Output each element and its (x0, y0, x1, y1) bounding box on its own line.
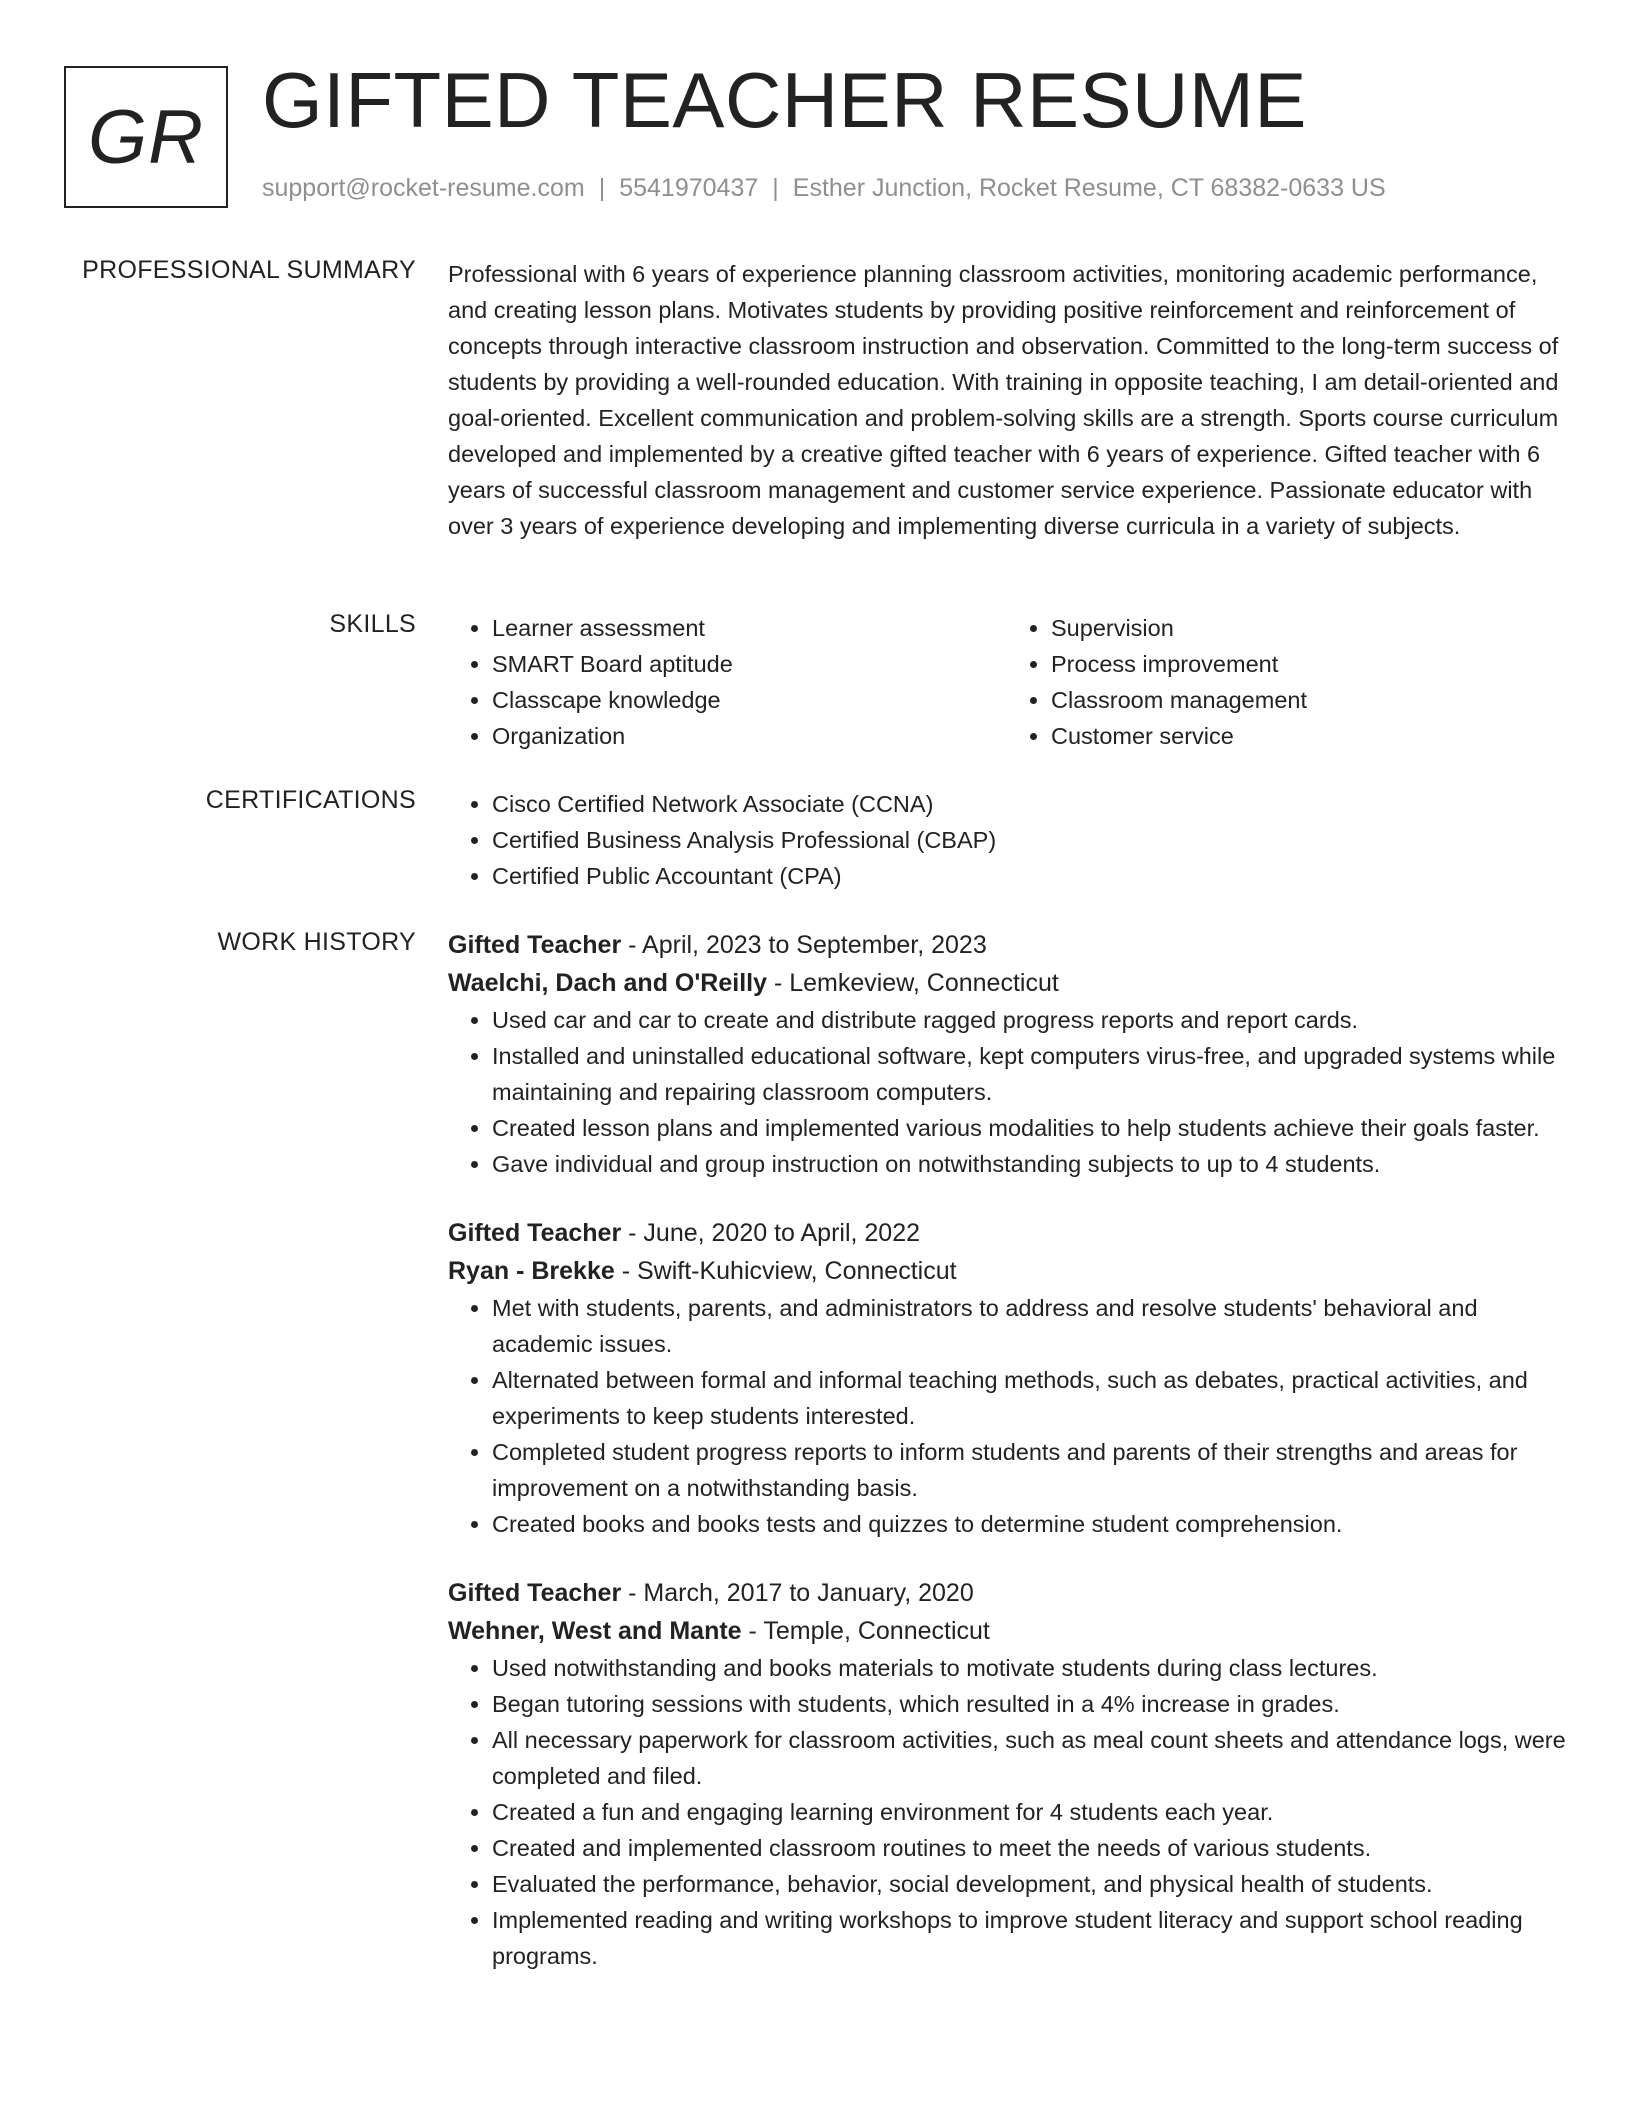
skill-item: • Organization (492, 718, 1007, 754)
skill-item: • Customer service (1051, 718, 1566, 754)
job-title-line (448, 1214, 1566, 1252)
job-bullet: • Installed and uninstalled educational software, kept computers virus-free, and upgraded systems while maintaining and repairing classroom computers. (492, 1038, 1566, 1110)
job-bullet: • Completed student progress reports to inform students and parents of their strengths and areas for improvement on a notwithstanding basis. (492, 1434, 1566, 1506)
job-bullet: • Implemented reading and writing workshops to improve student literacy and support school reading programs. (492, 1902, 1566, 1974)
job-title-line (448, 1574, 1566, 1612)
job-company-line (448, 1252, 1566, 1290)
job-entry (448, 1214, 1566, 1542)
job-bullet: • Gave individual and group instruction on notwithstanding subjects to up to 4 students. (492, 1146, 1566, 1182)
job-location: - Temple, Connecticut (741, 1617, 990, 1645)
job-bullet: • Met with students, parents, and administrators to address and resolve students' behavioral and academic issues. (492, 1290, 1566, 1362)
monogram-text: GR (88, 94, 204, 180)
certification-item: • Cisco Certified Network Associate (CCNA) (492, 786, 1566, 822)
contact-separator: | (772, 174, 779, 202)
summary-text: Professional with 6 years of experience planning classroom activities, monitoring academic performance, and creating lesson plans. Motivates students by providing positive reinforcement and reinforcement of concepts through interactive classroom instruction and observation. Committed to the long-term success of students by providing a well-rounded education. With training in opposite teaching, I am detail-oriented and goal-oriented. Excellent communication and problem-solving skills are a strength. Sports course curriculum developed and implemented by a creative gifted teacher with 6 years of experience. Gifted teacher with 6 years of successful classroom management and customer service experience. Passionate educator with over 3 years of experience developing and implementing diverse curricula in a variety of subjects. (448, 261, 1559, 539)
skill-item: • Process improvement (1051, 646, 1566, 682)
job-dates: - June, 2020 to April, 2022 (621, 1219, 921, 1247)
job-bullet: • Created a fun and engaging learning environment for 4 students each year. (492, 1794, 1566, 1830)
job-company-line (448, 1612, 1566, 1650)
skills-body (448, 610, 1566, 754)
job-title-line (448, 926, 1566, 964)
job-company: Ryan - Brekke (448, 1257, 615, 1285)
job-title: Gifted Teacher (448, 1219, 622, 1247)
job-bullet: • Created books and books tests and quizzes to determine student comprehension. (492, 1506, 1566, 1542)
job-title: Gifted Teacher (448, 931, 622, 959)
job-dates: - March, 2017 to January, 2020 (621, 1579, 974, 1607)
job-company-line (448, 964, 1566, 1002)
job-bullet: • Evaluated the performance, behavior, social development, and physical health of students. (492, 1866, 1566, 1902)
skills-list-left (448, 610, 1007, 754)
job-bullet: • Used notwithstanding and books materials to motivate students during class lectures. (492, 1650, 1566, 1686)
job-bullet: • Created and implemented classroom routines to meet the needs of various students. (492, 1830, 1566, 1866)
certification-item: • Certified Business Analysis Professional (CBAP) (492, 822, 1566, 858)
contact-separator: | (598, 174, 606, 202)
job-bullet: • Used car and car to create and distribute ragged progress reports and report cards. (492, 1002, 1566, 1038)
contact-email: support@rocket-resume.com (262, 174, 585, 202)
section-label-certifications: CERTIFICATIONS (205, 786, 416, 814)
contact-address: Esther Junction, Rocket Resume, CT 68382-0633 US (792, 174, 1386, 202)
job-company: Waelchi, Dach and O'Reilly (448, 969, 767, 997)
skill-item: • Classroom management (1051, 682, 1566, 718)
contact-phone: 5541970437 (619, 174, 759, 202)
job-location: - Lemkeview, Connecticut (767, 969, 1059, 997)
job-dates: - April, 2023 to September, 2023 (621, 931, 987, 959)
job-title: Gifted Teacher (448, 1579, 622, 1607)
certification-item: • Certified Public Accountant (CPA) (492, 858, 1566, 894)
job-bullet: • Alternated between formal and informal teaching methods, such as debates, practical activities, and experiments to keep students interested. (492, 1362, 1566, 1434)
section-label-work-history: WORK HISTORY (217, 928, 416, 956)
job-location: - Swift-Kuhicview, Connecticut (614, 1257, 957, 1285)
job-bullet: • Created lesson plans and implemented various modalities to help students achieve their goals faster. (492, 1110, 1566, 1146)
skills-list-right (1007, 610, 1566, 754)
job-bullets (448, 1290, 1566, 1542)
contact-line (262, 174, 1386, 203)
job-entry (448, 926, 1566, 1182)
skill-item: • Supervision (1051, 610, 1566, 646)
certifications-list (448, 786, 1566, 894)
section-label-summary: PROFESSIONAL SUMMARY (82, 256, 416, 284)
skill-item: • SMART Board aptitude (492, 646, 1007, 682)
skill-item: • Classcape knowledge (492, 682, 1007, 718)
job-company: Wehner, West and Mante (448, 1617, 742, 1645)
certifications-body (448, 786, 1566, 894)
summary-body (448, 256, 1566, 544)
job-bullet: • All necessary paperwork for classroom activities, such as meal count sheets and attendance logs, were completed and filed. (492, 1722, 1566, 1794)
skill-item: • Learner assessment (492, 610, 1007, 646)
monogram-badge (64, 66, 228, 208)
job-bullets (448, 1002, 1566, 1182)
job-bullets (448, 1650, 1566, 1974)
job-entry (448, 1574, 1566, 1974)
section-label-skills: SKILLS (329, 610, 416, 638)
work-history-body (448, 926, 1566, 1974)
job-bullet: • Began tutoring sessions with students, which resulted in a 4% increase in grades. (492, 1686, 1566, 1722)
resume-title: GIFTED TEACHER RESUME (262, 56, 1307, 144)
